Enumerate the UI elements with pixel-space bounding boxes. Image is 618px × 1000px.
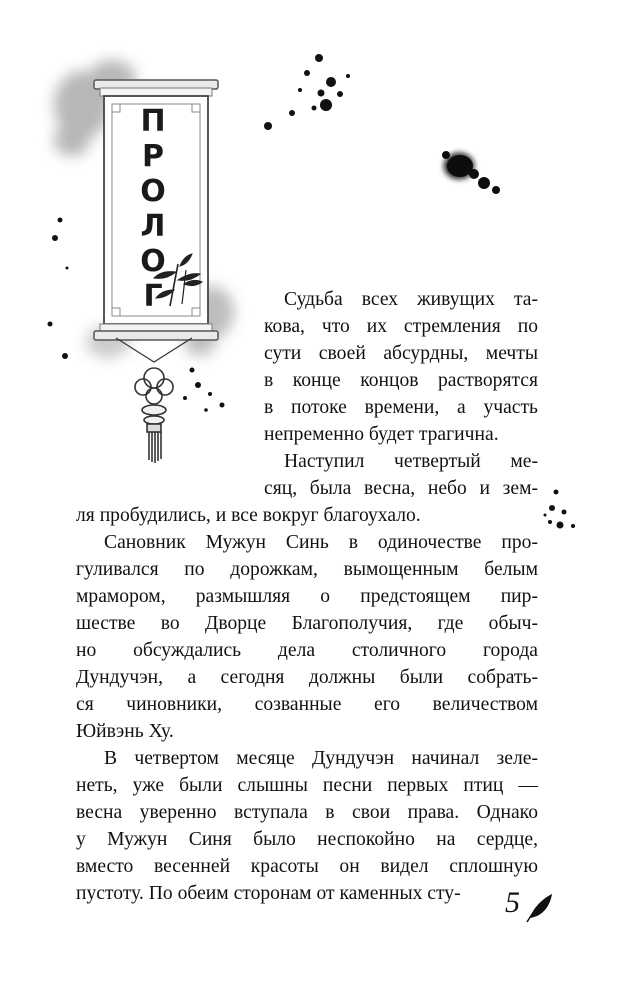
text-line: сяц, была весна, небо и зем- [264, 478, 538, 499]
text-line: Судьба всех живущих та- [284, 289, 538, 310]
text-line: шестве во Дворце Благополучия, где обыч- [76, 613, 538, 634]
text-line: Юйвэнь Ху. [76, 721, 174, 742]
text-line: мрамором, размышляя о предстоящем пир- [76, 586, 538, 607]
text-line: гуливался по дорожкам, вымощенным белым [76, 559, 538, 580]
text-line: сути своей абсурдны, мечты [264, 343, 538, 364]
ink-blot-right [442, 151, 500, 194]
text-line: неть, уже были слышны песни первых птиц — [76, 775, 538, 796]
text-line: но обсуждались дела столичного города [76, 640, 538, 661]
text-line: у Мужун Синя было неспокойно на сердце, [76, 829, 538, 850]
text-line: пустоту. По обеим сторонам от каменных сту- [76, 883, 461, 904]
page-number: 5 [505, 886, 520, 919]
text-line: ля пробудились, и все вокруг благоухало. [76, 505, 421, 526]
text-line: весна уверенно вступала в свои права. Однако [76, 802, 538, 823]
title-char: П [140, 104, 166, 139]
title-char: Р [142, 139, 164, 174]
text-line: в конце концов растворятся [264, 370, 538, 391]
text-line: вместо весенней красоты он видел сплошную [76, 856, 538, 877]
text-line: Сановник Мужун Синь в одиночестве про- [104, 532, 538, 553]
ink-splatter-tassel [183, 368, 225, 412]
ink-splatter-right-margin [544, 490, 576, 529]
text-line: Наступил четвертый ме- [284, 451, 538, 472]
ink-splatter-top [264, 54, 350, 130]
text-line: В четвертом месяце Дундучэн начинал зеле- [104, 748, 538, 769]
text-line: Дундучэн, а сегодня должны были собрать- [76, 667, 538, 688]
text-line: в потоке времени, а участь [264, 397, 538, 418]
text-line: кова, что их стремления по [264, 316, 538, 337]
leaf-icon [527, 894, 552, 922]
text-line: непременно будет трагична. [264, 424, 499, 445]
knot-tassel [135, 368, 173, 463]
title-char: О [140, 174, 166, 209]
text-line: ся чиновники, созванные его величеством [76, 694, 538, 715]
title-char: Г [143, 279, 163, 314]
title-char: Л [140, 209, 166, 244]
ink-splatter-left [48, 218, 69, 360]
title-char: О [140, 244, 166, 279]
